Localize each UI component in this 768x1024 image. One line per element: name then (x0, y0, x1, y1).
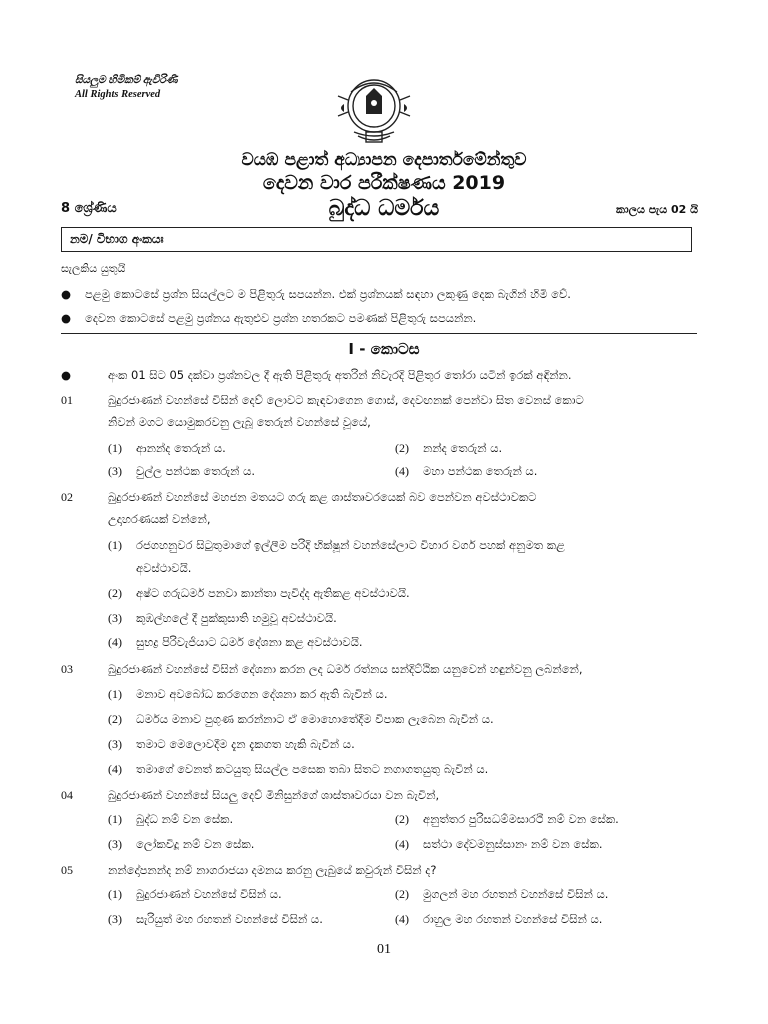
option[interactable]: (1) ආනන්ද තෙරුන් ය. (108, 441, 226, 455)
option[interactable]: (4) රාහුල මහ රහතන් වහන්සේ විසින් ය. (395, 912, 603, 926)
time-allowed: කාලය පැය 02 යි (616, 203, 698, 216)
option[interactable]: (2) අනුත්තර පුරිසධම්මසාරථී නම් වන සේක. (395, 812, 619, 826)
bullet-icon: ● (61, 287, 72, 301)
option[interactable]: (4) මහා පන්ථක තෙරුන් ය. (395, 464, 538, 478)
option[interactable]: (3) චුල්ල පන්ථක තෙරුන් ය. (108, 464, 256, 478)
question-text: බුදුරජාණන් වහන්සේ විසින් දේශනා කරන ලද ධර්ම රත්නය සන්දිට්ඨික යනුවෙන් හඳුන්වනු ලබන්නේ, (108, 662, 583, 676)
question-text: නන්දෝපනන්ද නම් නාගරාජයා දමනය කරනු ලැබුයේ කවුරුන් විසින් ද? (108, 863, 437, 877)
option[interactable]: (2) ධර්මය මනාව පුගුණ කරන්නාට ඒ මොහොතේදීම විපාක ලැබෙන බැවින් ය. (108, 712, 494, 726)
question-number: 01 (61, 393, 73, 407)
question-number: 02 (61, 490, 73, 504)
copyright-sinhala: සියලුම හිමිකම් ඇවිරිණි (75, 75, 178, 86)
part-title: I - කොටස (348, 340, 420, 358)
copyright-notice (75, 74, 178, 102)
option[interactable]: (1) බුද්ධ නම් වන සේක. (108, 812, 234, 826)
option[interactable]: (1) මනාව අවබෝධ කරගෙන දේශනා කර ඇති බැවින් ය. (108, 687, 388, 701)
option-continuation: අවස්ථාවයි. (136, 561, 192, 575)
question-number: 04 (61, 788, 73, 802)
grade-label: 8 ශ්‍රේණිය (61, 201, 117, 216)
option[interactable]: (3) සැරියුත් මහ රහතන් වහන්සේ විසින් ය. (108, 912, 323, 926)
option[interactable]: (3) කුඹල්හලේ දී පුක්කුසාති හමුවූ අවස්ථාවයි. (108, 611, 337, 625)
question-number: 03 (61, 662, 73, 676)
question-number: 05 (61, 863, 73, 877)
option[interactable]: (3) ලෝකවිදූ නම් වන සේක. (108, 837, 255, 851)
option[interactable]: (4) සත්ථා දේවමනුස්සානං නම් වන සේක. (395, 837, 603, 851)
option[interactable]: (1) බුදුරජාණන් වහන්සේ විසින් ය. (108, 887, 282, 901)
option[interactable]: (2) නන්ද තෙරුන් ය. (395, 441, 503, 455)
bullet-icon: ● (61, 368, 72, 382)
page-number: 01 (377, 942, 391, 957)
question-text: බුදුරජාණන් වහන්සේ සියලු දෙව් මිනිසුන්ගේ ශාස්තෘවරයා වන බැවින්, (108, 788, 440, 802)
instructions-title: සැලකිය යුතුයි (61, 262, 126, 275)
name-index-box[interactable] (61, 227, 692, 252)
option[interactable]: (4) සුභද්‍ර පිරිවැජියාට ධර්ම දේශනා කළ අවස්ථාවයි. (108, 635, 363, 649)
divider (61, 333, 697, 334)
subject-title: බුද්ධ ධර්මය (328, 196, 440, 221)
copyright-english: All Rights Reserved (75, 89, 161, 100)
option[interactable]: (2) මුගලන් මහ රහතන් වහන්සේ විසින් ය. (395, 887, 609, 901)
question-text: බුදුරජාණන් වහන්සේ විසින් දෙව් ලොවට කැඳවාගෙන ගොස්, දෙවඟනක් පෙන්වා සිත වෙනස් කොට නිවන් මගට යොමුකරවනු ලැබූ තෙරුන් වහන්සේ වූයේ, (108, 393, 584, 429)
option[interactable]: (2) අෂ්ට ගරුධර්ම පනවා කාන්තා පැවිද්ද ඇතිකළ අවස්ථාවයි. (108, 586, 410, 600)
question-text: බුදුරජාණන් වහන්සේ මහජන මතයට ගරු කළ ශාස්තෘවරයෙක් බව පෙන්වන අවස්ථාවකට උදාහරණයක් වන්නේ, (108, 490, 537, 526)
option[interactable]: (3) තමාට මෙලොවදීම දැන දැකගත හැකි බැවින් ය. (108, 737, 355, 751)
name-index-label: නම/ විභාග අංකයඃ (70, 232, 164, 246)
bullet-icon: ● (61, 311, 72, 325)
exam-title: දෙවන වාර පරීක්ෂණය 2019 (262, 172, 506, 194)
option[interactable]: (4) තමාගේ වෙනත් කටයුතු සියල්ල පසෙක තබා සිතට නගාගතයුතු බැවින් ය. (108, 762, 489, 776)
provincial-emblem-icon (324, 70, 424, 146)
option[interactable]: (1) රජගහනුවර සිටුතුමාගේ ඉල්ලීම පරිදි භික්ෂූන් වහන්සේලාට විහාර වර්ග පහක් අනුමත කළ (108, 538, 565, 552)
exam-page: සියලුම හිමිකම් ඇවිරිණි All Rights Reserved වයඹ පළාත් අධ්‍යාපන දෙපාර්තමේන්තුව දෙවන වාර පරීක්ෂණය 2019 8 ශ්‍රේණිය බුද්ධ ධර්මය කාලය පැය 02 යි නම/ විභාග අංකයඃ සැලකිය යුතුයි ● පළමු කොටසේ ප්‍රශ්න සියල්ලට ම පිළිතුරු සපයන්න. එක් ප්‍රශ්නයක් සඳහා ලකුණු දෙක බැගින් හිමි වේ. ● දෙවන කොටසේ පළමු ප්‍රශ්නය ඇතුළුව ප්‍රශ්න හතරකට පමණක් පිළිතුරු සපයන්න. I - කොටස ● අංක 01 සිට 05 දක්වා ප්‍රශ්නවල දී ඇති පිළිතුරු අතරින් නිවැරදි පිළිතුර තෝරා යටින් ඉරක් අඳින්න. 01 බුදුරජාණන් වහන්සේ විසින් දෙව් ලොවට කැඳවාගෙන ගොස්, දෙවඟනක් පෙන්වා සිත වෙනස් කොට නිවන් මගට යොමුකරවනු ලැබූ තෙරුන් වහන්සේ වූයේ, (1) ආනන්ද තෙරුන් ය. (2) නන්ද තෙරුන් ය. (3) චුල්ල පන්ථක තෙරුන් ය. (4) මහා පන්ථක තෙරුන් ය. 02 බුදුරජාණන් වහන්සේ මහජන මතයට ගරු කළ ශාස්තෘවරයෙක් බව පෙන්වන අවස්ථාවකට උදාහරණයක් වන්නේ, (1) රජගහනුවර සිටුතුමාගේ ඉල්ලීම පරිදි භික්ෂූන් වහන්සේලාට විහාර වර්ග පහක් අනුමත කළ අවස්ථාවයි. (2) අෂ්ට ගරුධර්ම පනවා කාන්තා පැවිද්ද ඇතිකළ අවස්ථාවයි. (3) කුඹල්හලේ දී පුක්කුසාති හමුවූ අවස්ථාවයි. (4) සුභද්‍ර පිරිවැජියාට ධර්ම දේශනා කළ අවස්ථාවයි. 03 බුදුරජාණන් වහන්සේ විසින් දේශනා කරන ලද ධර්ම රත්නය සන්දිට්ඨික යනුවෙන් හඳුන්වනු ලබන්නේ, (1) මනාව අවබෝධ කරගෙන දේශනා කර ඇති බැවින් ය. (2) ධර්මය මනාව පුගුණ කරන්නාට ඒ මොහොතේදීම විපාක ලැබෙන බැවින් ය. (3) තමාට මෙලොවදීම දැන දැකගත හැකි බැවින් ය. (4) තමාගේ වෙනත් කටයුතු සියල්ල පසෙක තබා සිතට නගාගතයුතු බැවින් ය. 04 බුදුරජාණන් වහන්සේ සියලු දෙව් මිනිසුන්ගේ ශාස්තෘවරයා වන බැවින්, (1) බුද්ධ නම් වන සේක. (2) අනුත්තර පුරිසධම්මසාරථී නම් වන සේක. (3) ලෝකවිදූ නම් වන සේක. (4) සත්ථා දේවමනුස්සානං නම් වන සේක. 05 නන්දෝපනන්ද නම් නාගරාජයා දමනය කරනු ලැබුයේ කවුරුන් විසින් ද? (1) බුදුරජාණන් වහන්සේ විසින් ය. (2) මුගලන් මහ රහතන් වහන්සේ විසින් ය. (3) සැරියුත් මහ රහතන් වහන්සේ විසින් ය. (4) රාහුල මහ රහතන් වහන්සේ විසින් ය. 01 (0, 0, 768, 1024)
department-name: වයඹ පළාත් අධ්‍යාපන දෙපාර්තමේන්තුව (241, 150, 527, 170)
